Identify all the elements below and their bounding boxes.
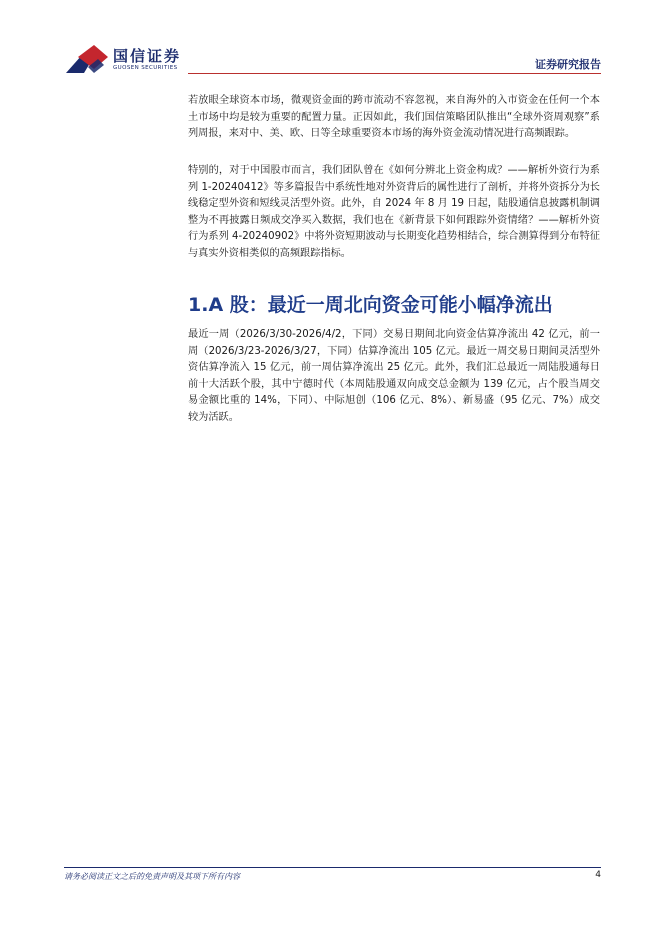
page-number: 4: [595, 870, 601, 880]
logo-english-name: GUOSEN SECURITIES: [113, 65, 178, 71]
body-paragraph-intro: 若放眼全球资本市场，微观资金面的跨市流动不容忽视，来自海外的入市资金在任何一个本土市场中均是较为重要的配置力量。正因如此，我们国信策略团队推出“全球外资周观察”系列周报，来对中、美、欧、日等全球重要资本市场的海外资金流动情况进行高频跟踪。: [188, 95, 600, 140]
body-paragraph-northbound-summary: 最近一周（2026/3/30-2026/4/2，下同）交易日期间北向资金估算净流出 42 亿元，前一周（2026/3/23-2026/3/27，下同）估算净流出 105 亿元。最近一周交易日期间灵活型外资估算净流入 15 亿元，前一周估算净流出 25 亿元。此外，我们汇总最近一周陆股通每日前十大活跃个股，其中宁德时代（本周陆股通双向成交总金额为 139 亿元，占个股当周交易金额比重的 14%，下同）、中际旭创（106 亿元、8%）、新易盛（95 亿元、7%）成交较为活跃。: [188, 329, 600, 423]
section-heading: 1.A 股：最近一周北向资金可能小幅净流出: [188, 294, 553, 316]
body-paragraph-background: 特别的，对于中国股市而言，我们团队曾在《如何分辨北上资金构成？——解析外资行为系列 1-20240412》等多篇报告中系统性地对外资背后的属性进行了剖析，并将外资拆分为长线稳定型外资和短线灵活型外资。此外，自 2024 年 8 月 19 日起，陆股通信息披露机制调整为不再披露日频成交净买入数据，我们也在《新背景下如何跟踪外资情绪？——解析外资行为系列 4-20240902》中将外资短期波动与长期变化趋势相结合，综合测算得到分布特征与真实外资相类似的高频跟踪指标。: [188, 165, 600, 259]
header-divider: [188, 73, 601, 74]
guosen-logo-icon: [64, 43, 110, 77]
logo-chinese-name: 国信证券: [113, 47, 182, 65]
report-type-label: 证券研究报告: [535, 58, 601, 71]
page-header: [64, 43, 601, 77]
footer-divider: [64, 867, 601, 868]
footer-disclaimer: 请务必阅读正文之后的免责声明及其项下所有内容: [64, 872, 240, 881]
